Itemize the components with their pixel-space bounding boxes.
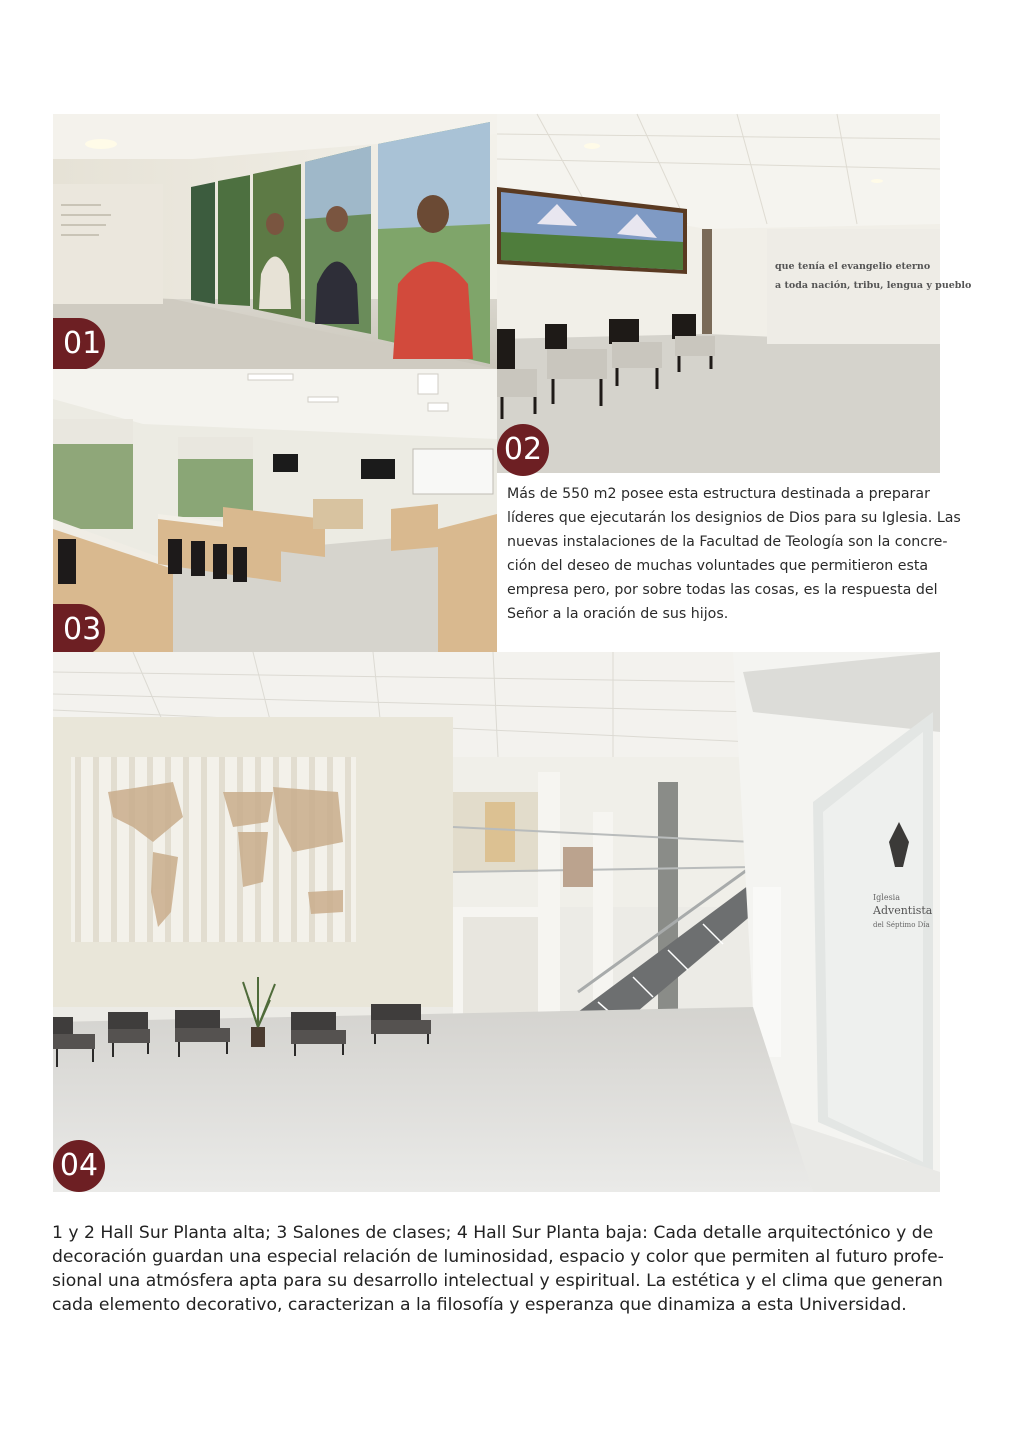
photo-03-badge: 03: [53, 604, 105, 656]
main-caption: [52, 1221, 942, 1317]
sign-text-line2: Adventista: [873, 904, 933, 917]
photo-03-image: [53, 369, 497, 652]
side-caption-line: líderes que ejecutarán los designios de Dios para su Iglesia. Las: [507, 510, 961, 526]
side-caption-line: Señor a la oración de sus hijos.: [507, 606, 729, 622]
photo-01-badge: 01: [53, 318, 105, 370]
photo-01: [53, 114, 497, 369]
photo-03: [53, 369, 497, 652]
side-caption-line: ción del deseo de muchas voluntades que permitieron esta: [507, 558, 929, 574]
photo-04: [53, 652, 940, 1192]
main-caption-line: cada elemento decorativo, caracterizan a la filosofía y esperanza que dinamiza a esta Universidad.: [52, 1295, 907, 1315]
side-caption-line: empresa pero, por sobre todas las cosas, es la respuesta del: [507, 582, 938, 598]
main-caption-line: decoración guardan una especial relación de luminosidad, espacio y color que permiten al futuro profe-: [52, 1247, 944, 1267]
photo-04-badge: 04: [53, 1140, 105, 1192]
side-caption-line: Más de 550 m2 posee esta estructura destinada a preparar: [507, 486, 930, 502]
photo-01-image: [53, 114, 497, 369]
wall-text-line2: a toda nación, tribu, lengua y pueblo: [775, 280, 972, 291]
photo-02-image: [497, 114, 972, 473]
wall-text-line1: que tenía el evangelio eterno: [775, 261, 931, 272]
side-caption-line: nuevas instalaciones de la Facultad de Teología son la concre-: [507, 534, 948, 550]
sign-text-line3: del Séptimo Día: [873, 921, 930, 929]
sign-text-line1: Iglesia: [873, 893, 901, 902]
main-caption-line: sional una atmósfera apta para su desarrollo intelectual y espiritual. La estética y el clima que generan: [52, 1271, 943, 1291]
photo-02-badge: 02: [497, 424, 549, 476]
main-caption-line: 1 y 2 Hall Sur Planta alta; 3 Salones de clases; 4 Hall Sur Planta baja: Cada detalle arquitectónico y de: [52, 1223, 934, 1243]
photo-02: [497, 114, 972, 473]
photo-04-image: [53, 652, 940, 1192]
side-caption: [507, 482, 961, 626]
